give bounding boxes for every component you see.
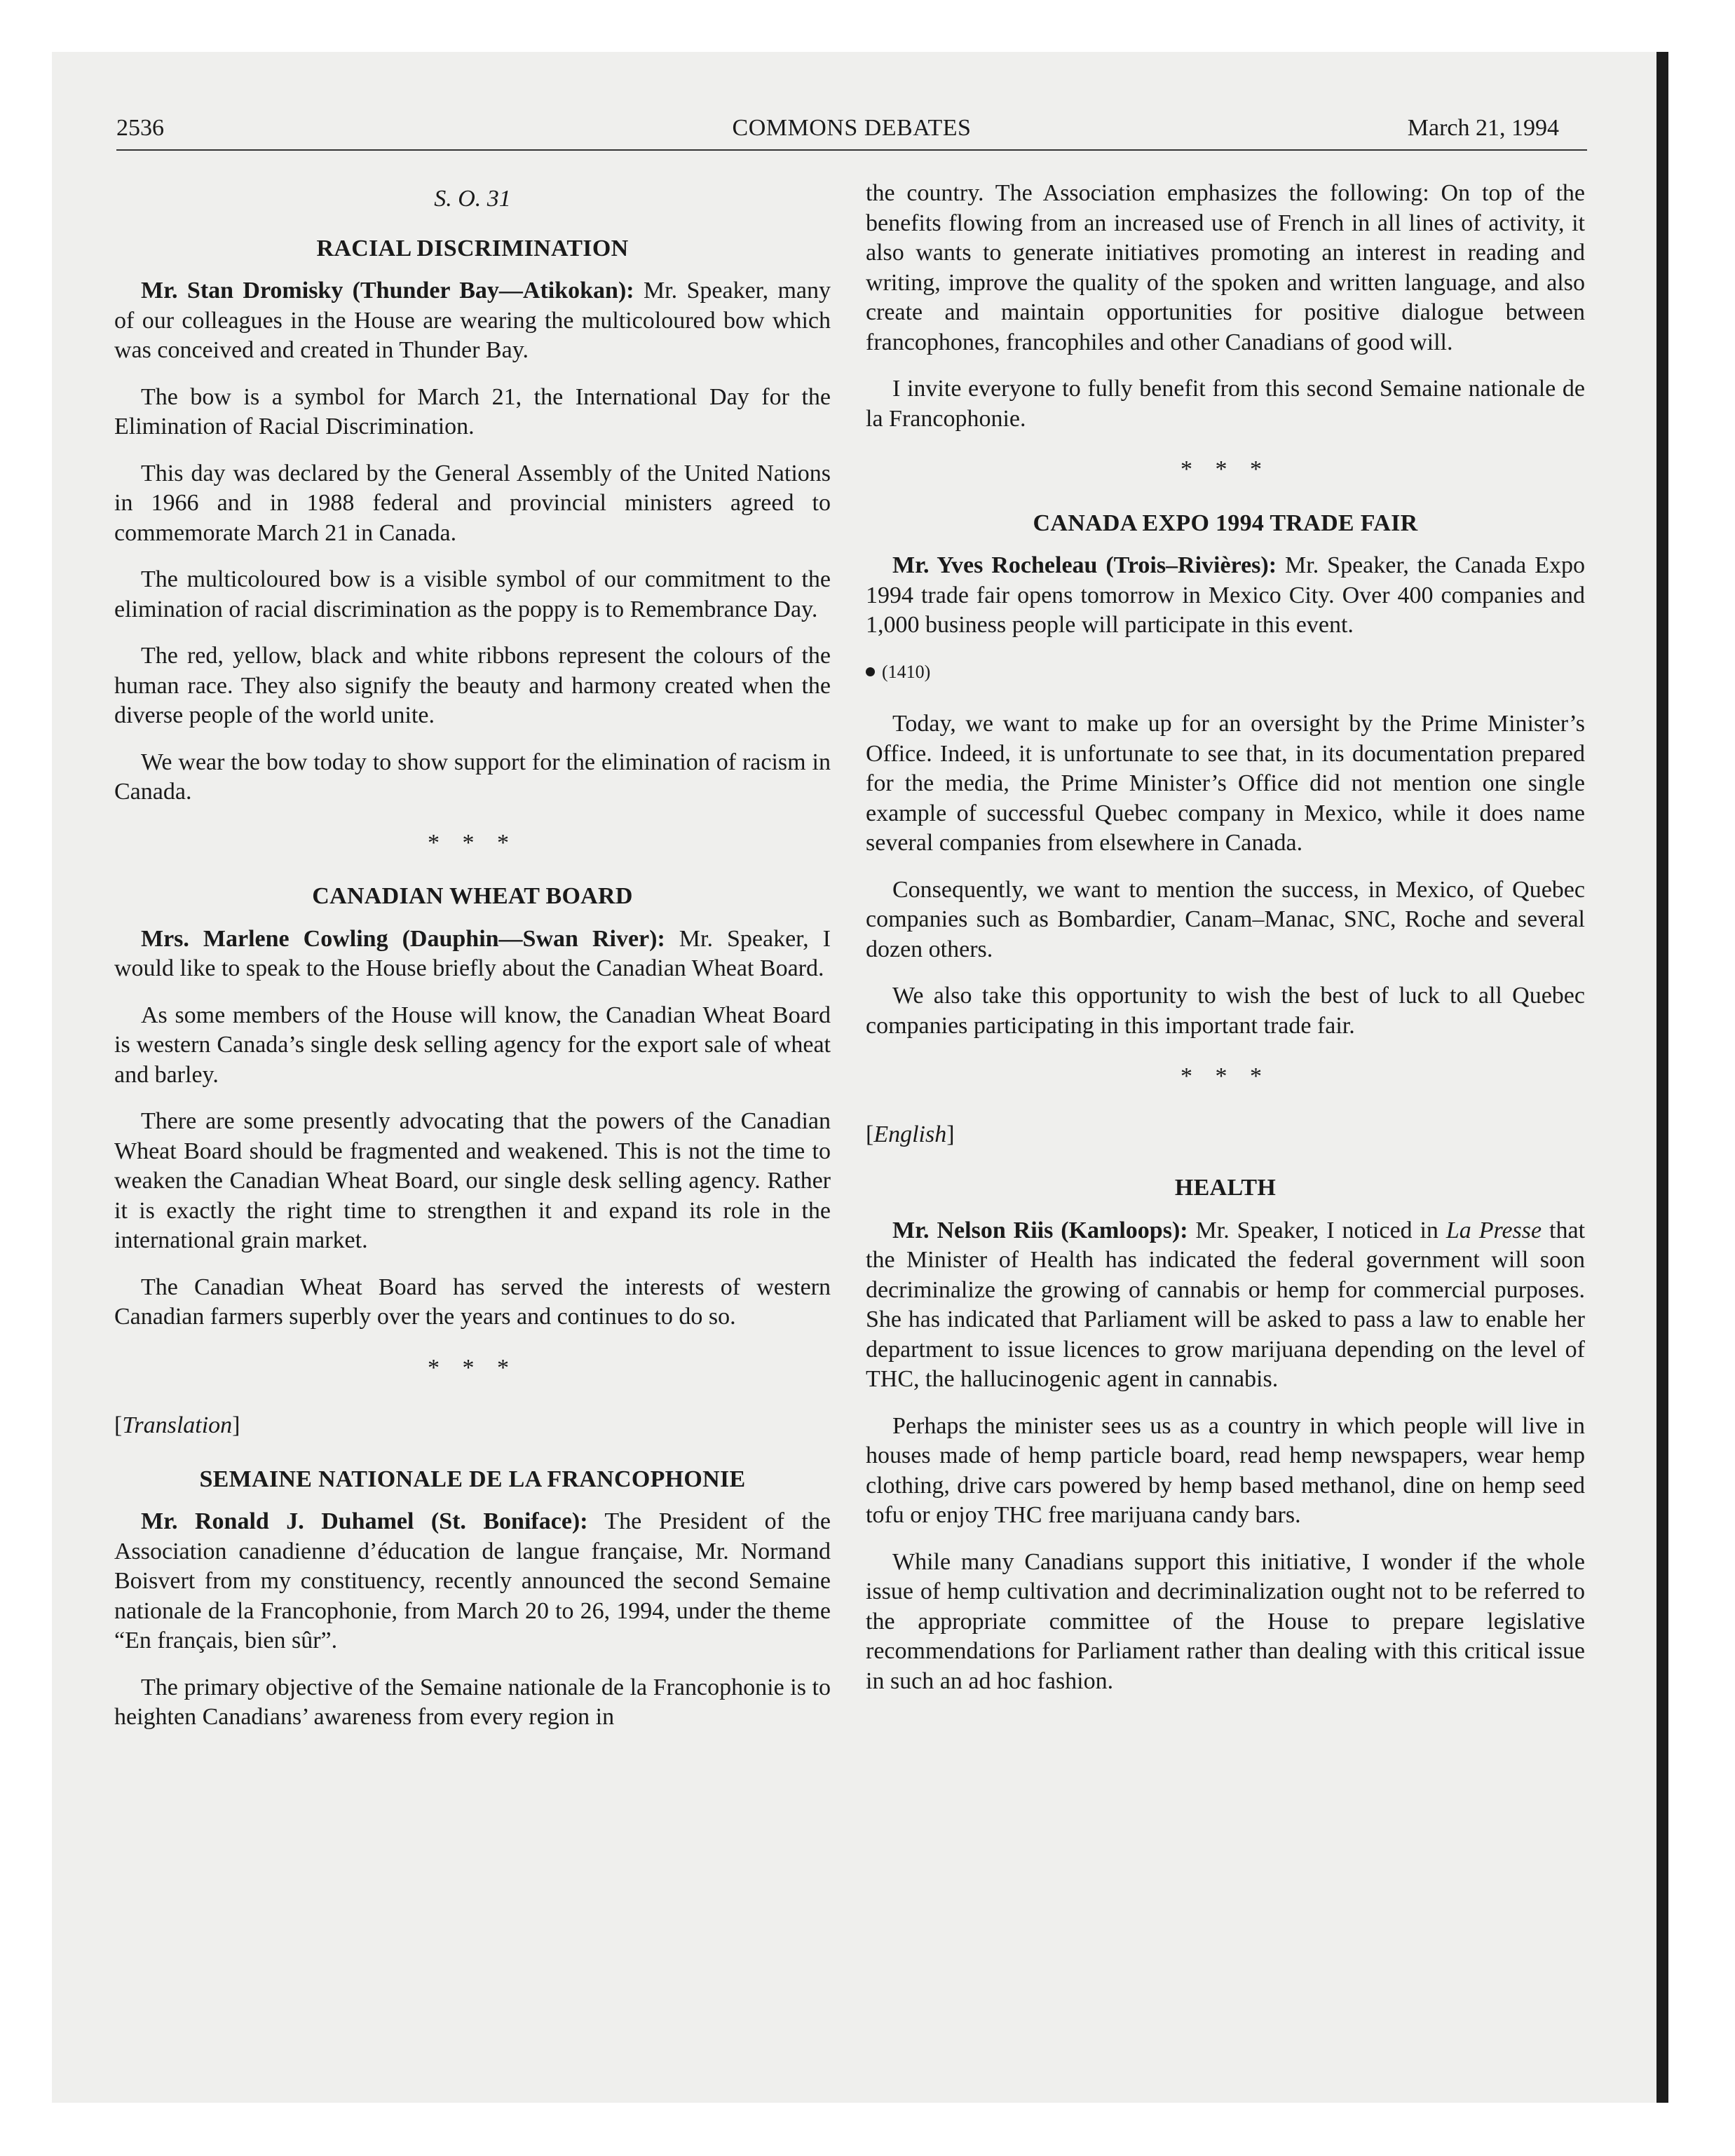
publication-title: COMMONS DEBATES <box>732 115 972 141</box>
paragraph: We also take this opportunity to wish the best of luck to all Quebec companies participating in this important trade fair. <box>866 983 1585 1039</box>
bullet-dot-icon <box>866 667 875 676</box>
paragraph: Mr. Yves Rocheleau (Trois–Rivières): Mr. Speaker, the Canada Expo 1994 trade fair opens tomorrow in Mexico City. Over 400 companies and 1,000 business people will participate in this event. <box>866 552 1586 638</box>
standing-order-label: S. O. 31 <box>434 186 511 212</box>
paragraph: This day was declared by the General Assembly of the United Nations in 1966 and in 1988 federal and provincial ministers agreed to commemorate March 21 in Canada. <box>114 460 831 546</box>
speaker-name: Mr. Yves Rocheleau (Trois–Rivières): <box>892 552 1277 578</box>
paragraph: The bow is a symbol for March 21, the International Day for the Elimination of Racial Discrimination. <box>114 383 831 439</box>
paragraph: While many Canadians support this initiative, I wonder if the whole issue of hemp cultivation and decriminalization ought not to be referred to the appropriate committee of the House to prepare legislative recommendations for Parliament rather than dealing with this critical issue in such an ad hoc fashion. <box>866 1548 1585 1694</box>
speaker-name: Mrs. Marlene Cowling (Dauphin—Swan River): <box>141 925 665 952</box>
newspaper-title: La Presse <box>1445 1217 1542 1243</box>
paragraph: I invite everyone to fully benefit from this second Semaine nationale de la Francophonie. <box>866 376 1585 432</box>
language-label: [English] <box>866 1121 955 1147</box>
paragraph: Perhaps the minister sees us as a country in which people will live in houses made of hemp particle board, read hemp newspapers, wear hemp clothing, drive cars powered by hemp based methanol, dine on hemp seed tofu or enjoy THC free marijuana candy bars. <box>866 1412 1585 1528</box>
language-label: [Translation] <box>114 1412 240 1438</box>
paragraph: The Canadian Wheat Board has served the interests of western Canadian farmers superbly over the years and continues to do so. <box>114 1274 831 1330</box>
speaker-name: Mr. Nelson Riis (Kamloops): <box>892 1217 1188 1243</box>
left-column <box>114 179 831 1749</box>
section-heading-health: HEALTH <box>1174 1175 1277 1201</box>
paragraph: Mr. Ronald J. Duhamel (St. Boniface): The President of the Association canadienne d’éducation de langue française, Mr. Normand Boisvert from my constituency, recently announced the second Semaine nationale de la Francophonie, from March 20 to 26, 1994, under the theme “En français, bien sûr”. <box>114 1508 831 1653</box>
paragraph: Today, we want to make up for an oversight by the Prime Minister’s Office. Indeed, it is unfortunate to see that, in its documentation prepared for the media, the Prime Minister’s Office did not mention one single example of successful Quebec company in Mexico, while it does name several companies from elsewhere in Canada. <box>866 711 1585 856</box>
paragraph: The red, yellow, black and white ribbons represent the colours of the human race. They also signify the beauty and harmony created when the diverse people of the world unite. <box>114 643 831 728</box>
speaker-name: Mr. Stan Dromisky (Thunder Bay—Atikokan): <box>141 278 634 303</box>
section-separator: * * * <box>1181 456 1270 482</box>
section-heading-expo: CANADA EXPO 1994 TRADE FAIR <box>1033 510 1418 536</box>
section-separator: * * * <box>1181 1063 1270 1089</box>
paragraph: There are some presently advocating that the powers of the Canadian Wheat Board should be fragmented and weakened. This is not the time to weaken the Canadian Wheat Board, our single desk selling agency. Rather it is exactly the right time to strengthen it and expand its role in the international grain market. <box>114 1108 831 1253</box>
section-separator: * * * <box>428 829 517 856</box>
page-header <box>116 111 1587 153</box>
header-rule <box>116 149 1587 151</box>
paragraph: Mrs. Marlene Cowling (Dauphin—Swan River): Mr. Speaker, I would like to speak to the House briefly about the Canadian Wheat Board. <box>114 925 831 981</box>
right-column <box>866 179 1585 1713</box>
scan-edge-bar <box>1656 52 1668 2103</box>
paragraph: The multicoloured bow is a visible symbol of our commitment to the elimination of racial discrimination as the poppy is to Remembrance Day. <box>114 566 831 622</box>
paragraph: We wear the bow today to show support for the elimination of racism in Canada. <box>114 749 831 805</box>
page-number: 2536 <box>116 115 164 141</box>
page-date: March 21, 1994 <box>1407 115 1559 141</box>
paragraph: The primary objective of the Semaine nationale de la Francophonie is to heighten Canadians’ awareness from every region in <box>114 1674 831 1730</box>
paragraph: As some members of the House will know, the Canadian Wheat Board is western Canada’s single desk selling agency for the export sale of wheat and barley. <box>114 1002 831 1088</box>
section-heading-francophonie: SEMAINE NATIONALE DE LA FRANCOPHONIE <box>199 1466 746 1492</box>
paragraph: Mr. Stan Dromisky (Thunder Bay—Atikokan): Mr. Speaker, many of our colleagues in the House are wearing the multicoloured bow which was conceived and created in Thunder Bay. <box>114 278 831 363</box>
section-separator: * * * <box>428 1354 517 1381</box>
paragraph: Mr. Nelson Riis (Kamloops): Mr. Speaker, I noticed in La Presse that the Minister of Health has indicated the federal government will soon decriminalize the growing of cannabis or hemp for commercial purposes. She has indicated that Parliament will be asked to pass a law to enable her department to issue licences to grow marijuana depending on the level of THC, the hallucinogenic agent in cannabis. <box>866 1217 1586 1392</box>
paragraph-continued: the country. The Association emphasizes the following: On top of the benefits flowing from an increased use of French in all lines of activity, it also wants to generate initiatives promoting an interest in reading and writing, improve the quality of the spoken and written language, and also create and maintain opportunities for positive dialogue between francophones, francophiles and other Canadians of good will. <box>866 180 1585 355</box>
paragraph: Consequently, we want to mention the success, in Mexico, of Quebec companies such as Bombardier, Canam–Manac, SNC, Roche and several dozen others. <box>866 876 1585 962</box>
speaker-name: Mr. Ronald J. Duhamel (St. Boniface): <box>141 1508 588 1534</box>
section-heading-racial: RACIAL DISCRIMINATION <box>316 235 629 261</box>
timestamp: (1410) <box>866 657 1585 688</box>
section-heading-wheat: CANADIAN WHEAT BOARD <box>312 883 633 909</box>
